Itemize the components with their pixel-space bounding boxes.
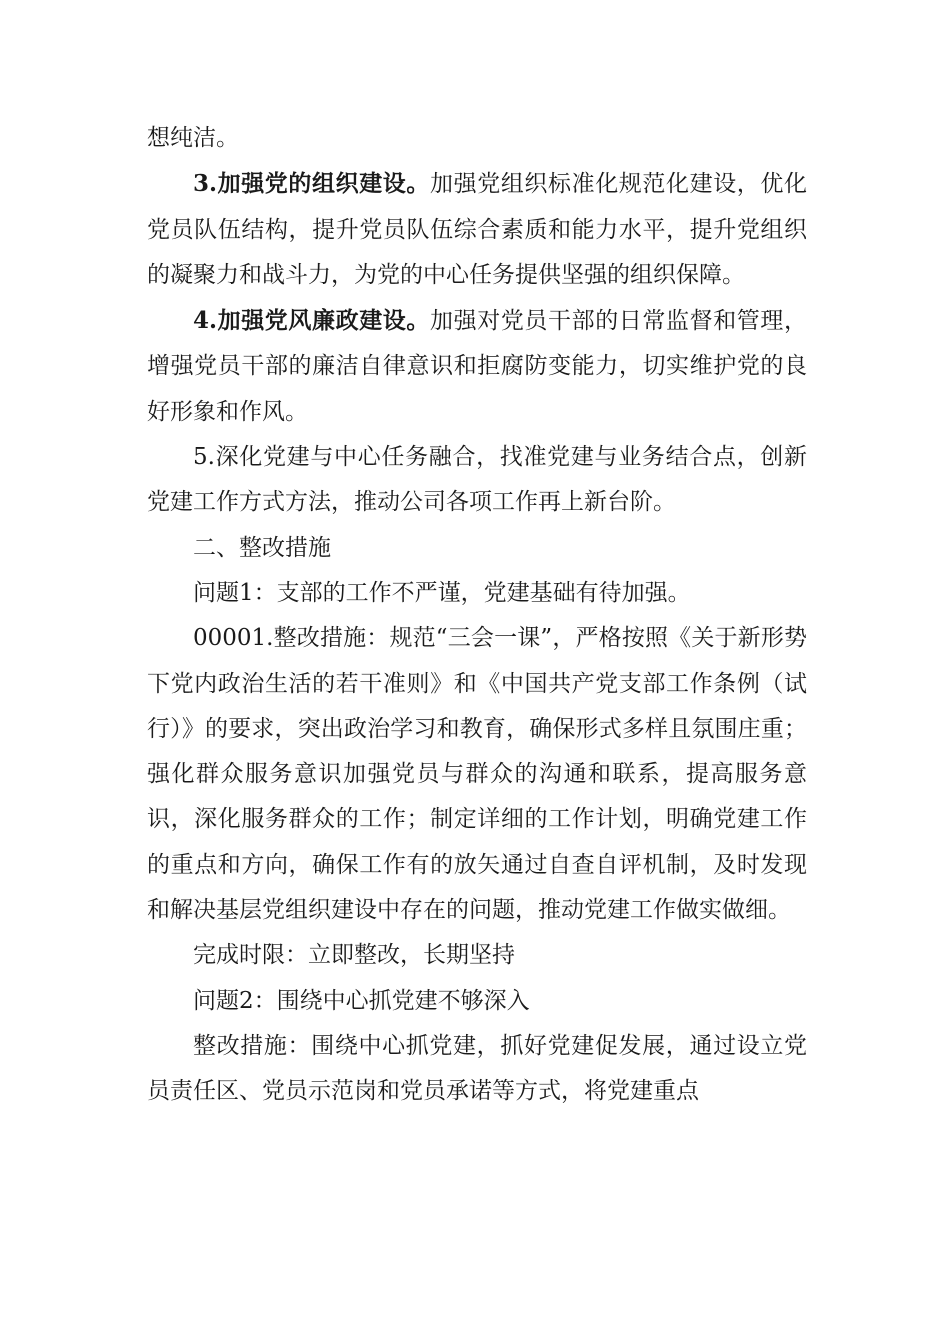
paragraph-text: 想纯洁。 xyxy=(147,125,239,151)
problem-1 xyxy=(147,571,807,616)
paragraph-text: 问题2：围绕中心抓党建不够深入 xyxy=(193,987,530,1014)
paragraph-text: 加强对党员干部的日常监督和管理，增强党员干部的廉洁自律意识和拒腐防变能力，切实维护党的良好形象和作风。 xyxy=(147,308,808,425)
paragraph-organization-building xyxy=(147,161,807,298)
paragraph-lead-heading: 3.加强党的组织建设。 xyxy=(193,170,431,198)
paragraph-text: 加强党组织标准化规范化建设，优化党员队伍结构，提升党员队伍综合素质和能力水平，提升党组织的凝聚力和战斗力，为党的中心任务提供坚强的组织保障。 xyxy=(147,171,808,288)
paragraph-integration xyxy=(147,435,807,526)
measure-1 xyxy=(147,616,807,933)
section-heading-text: 二、整改措施 xyxy=(193,534,331,561)
section-heading-measures xyxy=(147,526,807,571)
paragraph-text: 5.深化党建与中心任务融合，找准党建与业务结合点，创新党建工作方式方法，推动公司各项工作再上新台阶。 xyxy=(147,444,807,516)
document-page xyxy=(147,116,807,1115)
paragraph-integrity-building xyxy=(147,298,807,435)
paragraph-lead-heading: 4.加强党风廉政建设。 xyxy=(193,307,431,335)
paragraph-text: 问题1：支部的工作不严谨，党建基础有待加强。 xyxy=(193,579,691,606)
paragraph-text: 整改措施：围绕中心抓党建，抓好党建促发展，通过设立党员责任区、党员示范岗和党员承诺等方式，将党建重点 xyxy=(147,1032,807,1105)
paragraph-text: 00001.整改措施：规范“三会一课”，严格按照《关于新形势下党内政治生活的若干准则》和《中国共产党支部工作条例（试行）》的要求，突出政治学习和教育，确保形式多样且氛围庄重；强化群众服务意识加强党员与群众的沟通和联系，提高服务意识，深化服务群众的工作；制定详细的工作计划，明确党建工作的重点和方向，确保工作有的放矢通过自查自评机制，及时发现和解决基层党组织建设中存在的问题，推动党建工作做实做细。 xyxy=(147,625,807,924)
paragraph-continuation xyxy=(147,116,807,161)
measure-2 xyxy=(147,1024,807,1115)
problem-2 xyxy=(147,979,807,1024)
deadline-1 xyxy=(147,933,807,978)
paragraph-text: 完成时限：立即整改，长期坚持 xyxy=(193,942,515,969)
